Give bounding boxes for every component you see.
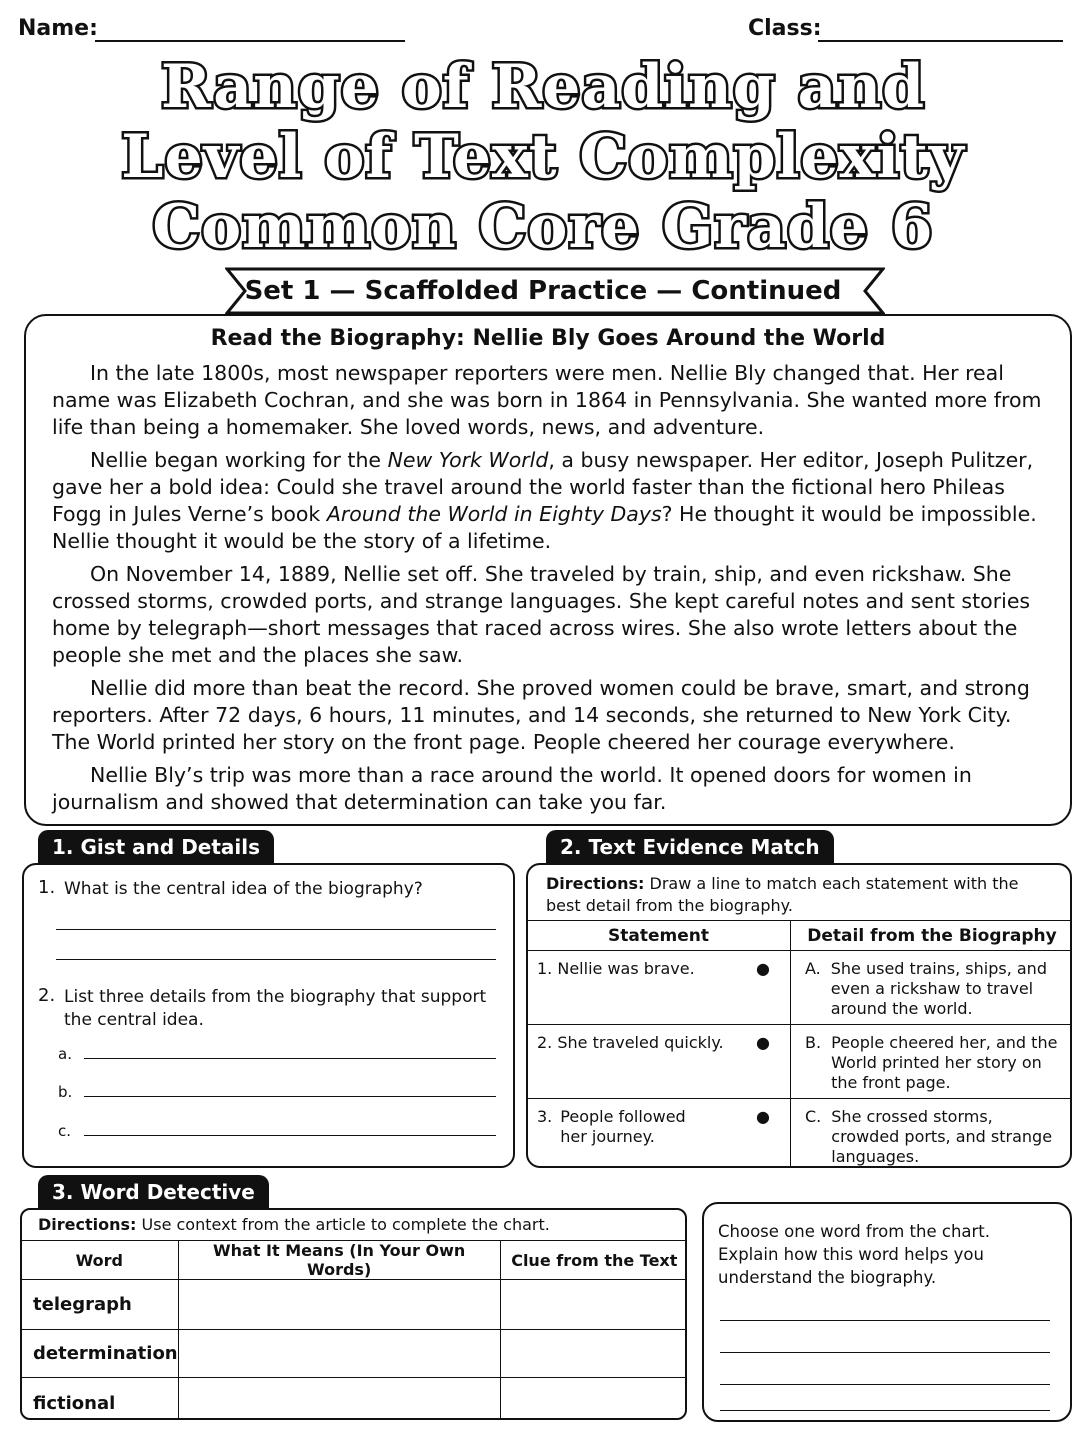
meaning-cell-1[interactable]	[178, 1280, 500, 1330]
clue-cell-1[interactable]	[500, 1280, 687, 1330]
meaning-cell-2[interactable]	[178, 1330, 500, 1378]
q2-number: 2.	[38, 985, 56, 1006]
q1-answer-line-2[interactable]	[56, 959, 496, 960]
clue-cell-2[interactable]	[500, 1330, 687, 1378]
paragraph-5: Nellie Bly’s trip was more than a race around the world. It opened doors for women in journalism and showed that determination can take you far.	[52, 763, 972, 814]
q1-number: 1.	[38, 877, 56, 898]
word-determination: determination	[21, 1330, 179, 1378]
match-statement-3: 3. People followed her journey. ●	[527, 1099, 791, 1169]
paragraph-1: In the late 1800s, most newspaper reporters were men. Nellie Bly changed that. Her real name was Elizabeth Cochran, and she was born in 1864 in Pennsylvania. She wanted more from life than being a homemaker. She loved words, news, and adventure.	[52, 361, 1042, 439]
clue-cell-3[interactable]	[500, 1378, 687, 1421]
side-answer-line-2[interactable]	[720, 1352, 1050, 1353]
match-statement-2: 2. She traveled quickly. ●	[527, 1025, 791, 1099]
answer-a-line[interactable]	[84, 1058, 496, 1059]
side-answer-line-3[interactable]	[720, 1384, 1050, 1385]
class-line[interactable]	[818, 40, 1063, 42]
answer-c-line[interactable]	[84, 1135, 496, 1136]
paragraph-2: Nellie began working for the New York World, a busy newspaper. Her editor, Joseph Pulitzer, gave her a bold idea: Could she travel around the world faster than the fictional hero Phileas Fogg in Jules Verne’s book Around the World in Eighty Days? He thought it would be impossible. Nellie thought it would be the story of a lifetime.	[52, 448, 1037, 553]
passage-body	[52, 360, 1042, 822]
word-telegraph: telegraph	[21, 1280, 179, 1330]
ribbon-text: Set 1 — Scaffolded Practice — Continued	[244, 276, 842, 306]
match-statement-1: 1. Nellie was brave. ●	[527, 951, 791, 1025]
match-dot-1[interactable]: ●	[756, 959, 770, 978]
side-answer-line-4[interactable]	[720, 1410, 1050, 1411]
title-line-3: Common Core Grade 6	[152, 192, 934, 262]
answer-c-label: c.	[58, 1122, 72, 1140]
q2-text: List three details from the biography that support the central idea.	[64, 987, 487, 1030]
class-label: Class:	[748, 16, 822, 41]
match-detail-b: B. People cheered her, and the World printed her story on the front page.	[791, 1025, 1073, 1099]
answer-b-line[interactable]	[84, 1096, 496, 1097]
side-answer-line-1[interactable]	[720, 1320, 1050, 1321]
section3-tab: 3. Word Detective	[38, 1175, 269, 1209]
meaning-cell-3[interactable]	[178, 1378, 500, 1421]
match-col-statement: Statement	[527, 921, 791, 951]
word-col-clue: Clue from the Text	[500, 1241, 687, 1280]
passage-box	[24, 314, 1072, 826]
match-dot-2[interactable]: ●	[756, 1033, 770, 1052]
section2-box	[526, 863, 1072, 1168]
name-line[interactable]	[95, 40, 405, 42]
word-table	[20, 1240, 687, 1420]
match-detail-a: A. She used trains, ships, and even a rickshaw to travel around the world.	[791, 951, 1073, 1025]
paragraph-4: Nellie did more than beat the record. She proved women could be brave, smart, and strong reporters. After 72 days, 6 hours, 11 minutes, and 14 seconds, she returned to New York City. The World printed her story on the front page. People cheered her courage everywhere.	[52, 676, 1030, 754]
word-fictional: fictional	[21, 1378, 179, 1421]
q1-answer-line-1[interactable]	[56, 929, 496, 930]
section3-directions: Directions: Use context from the article to complete the chart.	[38, 1215, 550, 1234]
title-line-1: Range of Reading and	[160, 52, 926, 122]
section2-tab: 2. Text Evidence Match	[546, 830, 834, 864]
side-prompt-text: Choose one word from the chart. Explain how this word helps you understand the biography.	[718, 1222, 991, 1287]
side-prompt-box	[702, 1202, 1072, 1422]
paragraph-3: On November 14, 1889, Nellie set off. She traveled by train, ship, and even rickshaw. She crossed storms, crowded ports, and strange languages. She kept careful notes and sent stories home by telegraph—short messages that raced across wires. She also wrote letters about the people she met and the places she saw.	[52, 562, 1031, 667]
section1-tab: 1. Gist and Details	[38, 830, 274, 864]
word-col-meaning: What It Means (In Your Own Words)	[178, 1241, 500, 1280]
match-col-detail: Detail from the Biography	[791, 921, 1073, 951]
name-label: Name:	[18, 16, 98, 41]
section3-box	[20, 1208, 687, 1420]
answer-b-label: b.	[58, 1083, 73, 1101]
q1-text: What is the central idea of the biography?	[64, 879, 423, 899]
section1-box	[22, 863, 515, 1168]
match-dot-3[interactable]: ●	[756, 1107, 770, 1126]
passage-heading: Read the Biography: Nellie Bly Goes Around the World	[210, 326, 886, 351]
match-detail-c: C. She crossed storms, crowded ports, and strange languages.	[791, 1099, 1073, 1169]
match-table	[526, 920, 1072, 1168]
word-col-word: Word	[21, 1241, 179, 1280]
section2-directions: Directions: Draw a line to match each statement with the best detail from the biography.	[546, 874, 1019, 915]
answer-a-label: a.	[58, 1045, 72, 1063]
title-line-2: Level of Text Complexity	[121, 122, 965, 192]
